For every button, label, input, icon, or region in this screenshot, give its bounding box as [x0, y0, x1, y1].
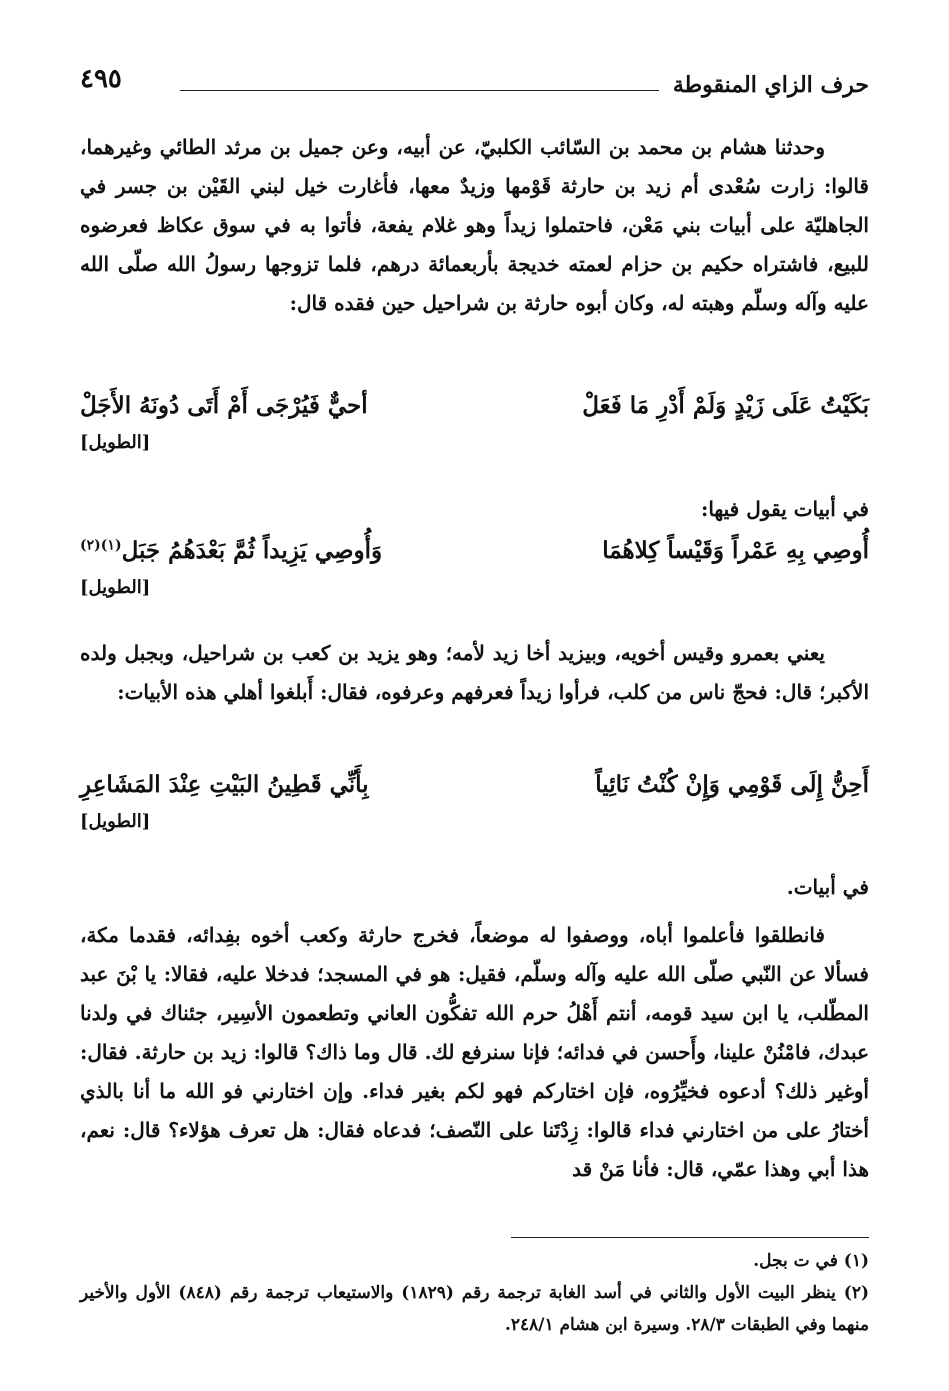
paragraph-5 [80, 916, 869, 1189]
verse-second-hemistich: بِأَنِّي قَطِينُ البَيْتِ عِنْدَ المَشَاعِرِ [80, 771, 369, 798]
verse-text: وَأُوصِي يَزِيداً ثُمَّ بَعْدَهُمُ جَبَل [121, 537, 383, 564]
paragraph-text: في أبيات. [786, 875, 869, 899]
verse-first-hemistich: بَكَيْتُ عَلَى زَيْدٍ وَلَمْ أَدْرِ مَا فَعَلْ [582, 392, 869, 419]
verse-meter: [الطويل] [80, 811, 151, 832]
footnote-rule [511, 1237, 869, 1238]
verse-first-hemistich: أَحِنُّ إِلَى قَوْمِي وَإِنْ كُنْتُ نَائِياً [595, 771, 869, 798]
paragraph-text: يعني بعمرو وقيس أخويه، وبيزيد أخا زيد لأمه؛ وهو يزيد بن كعب بن شراحيل، وبجبل ولده الأكبر؛ قال: فحجّ ناس من كلب، فرأوا زيداً فعرفهم وعرفوه، فقال: أَبلغوا أهلي هذه الأبيات: [80, 641, 869, 704]
verse-meter: [الطويل] [80, 577, 151, 598]
paragraph-text: وحدثنا هشام بن محمد بن السّائب الكلبيّ، عن أبيه، وعن جميل بن مرثد الطائي وغيرهما، قالوا: زارت سُعْدى أم زيد بن حارثة قَوْمها وزيدٌ معها، فأغارت خيل لبني القَيْن بن جسر في الجاهليّة على أبيات بني مَعْن، فاحتملوا زيداً وهو غلام يفعة، فأتوا به في سوق عكاظ فعرضوه للبيع، فاشتراه حكيم بن حزام لعمته خديجة بأربعمائة درهم، فلما تزوجها رسولُ الله صلّى الله عليه وآله وسلّم وهبته له، وكان أبوه حارثة بن شراحيل حين فقده قال: [80, 135, 869, 315]
paragraph-2 [80, 490, 869, 529]
paragraph-text: في أبيات يقول فيها: [700, 497, 869, 521]
verse-meter: [الطويل] [80, 432, 151, 453]
verse-1 [80, 392, 869, 462]
verse-2 [80, 537, 869, 607]
running-title: حرف الزاي المنقوطة [672, 72, 869, 98]
paragraph-text: فانطلقوا فأعلموا أباه، ووصفوا له موضعاً، فخرج حارثة وكعب أخوه بفِدائه، فقدما مكة، فسألا عن النّبي صلّى الله عليه وآله وسلّم، فقيل: هو في المسجد؛ فدخلا عليه، فقالا: يا بْنَ عبد المطّلب، يا ابن سيد قومه، أنتم أَهْلُ حرم الله تفكُّون العاني وتطعمون الأسِير، جئناك في ولدنا عبدك، فامْنُنْ علينا، وأَحسن في فدائه؛ فإنا سنرفع لك. قال وما ذاك؟ قالوا: زيد بن حارثة. فقال: أوغير ذلك؟ أدعوه فخيِّرُوه، فإن اختاركم فهو لكم بغير فداء. وإن اختارني فو الله ما أنا بالذي أختارُ على من اختارني فداء قالوا: زِدْتَنا على النّصف؛ فدعاه فقال: هل تعرف هؤلاء؟ قال: نعم، هذا أبي وهذا عمّي، قال: فأنا مَنْ قد [80, 923, 869, 1181]
paragraph-3 [80, 634, 869, 712]
footnote-marks: (١)(٢) [80, 537, 122, 554]
verse-second-hemistich [80, 537, 382, 564]
footnote-1: (١) في ت بجل. [753, 1251, 869, 1271]
footnote-2: (٢) ينظر البيت الأول والثاني في أسد الغابة ترجمة رقم (١٨٢٩) والاستيعاب ترجمة رقم (٨٤٨) الأول والأخير منهما وفي الطبقات ٢٨/٣. وسيرة ابن هشام ٢٤٨/١. [80, 1283, 869, 1335]
header-rule [180, 90, 659, 91]
paragraph-4 [80, 868, 869, 907]
page-header [80, 64, 869, 104]
verse-first-hemistich: أُوصِي بِهِ عَمْراً وَقَيْساً كِلاهُمَا [602, 537, 869, 564]
paragraph-1 [80, 128, 869, 323]
page-number: ٤٩٥ [80, 64, 122, 94]
verse-3 [80, 771, 869, 841]
verse-second-hemistich: أحيٌّ فَيُرْجَى أَمْ أَتَى دُونَهُ الأَجَلْ [80, 392, 368, 419]
footnotes [80, 1245, 869, 1341]
